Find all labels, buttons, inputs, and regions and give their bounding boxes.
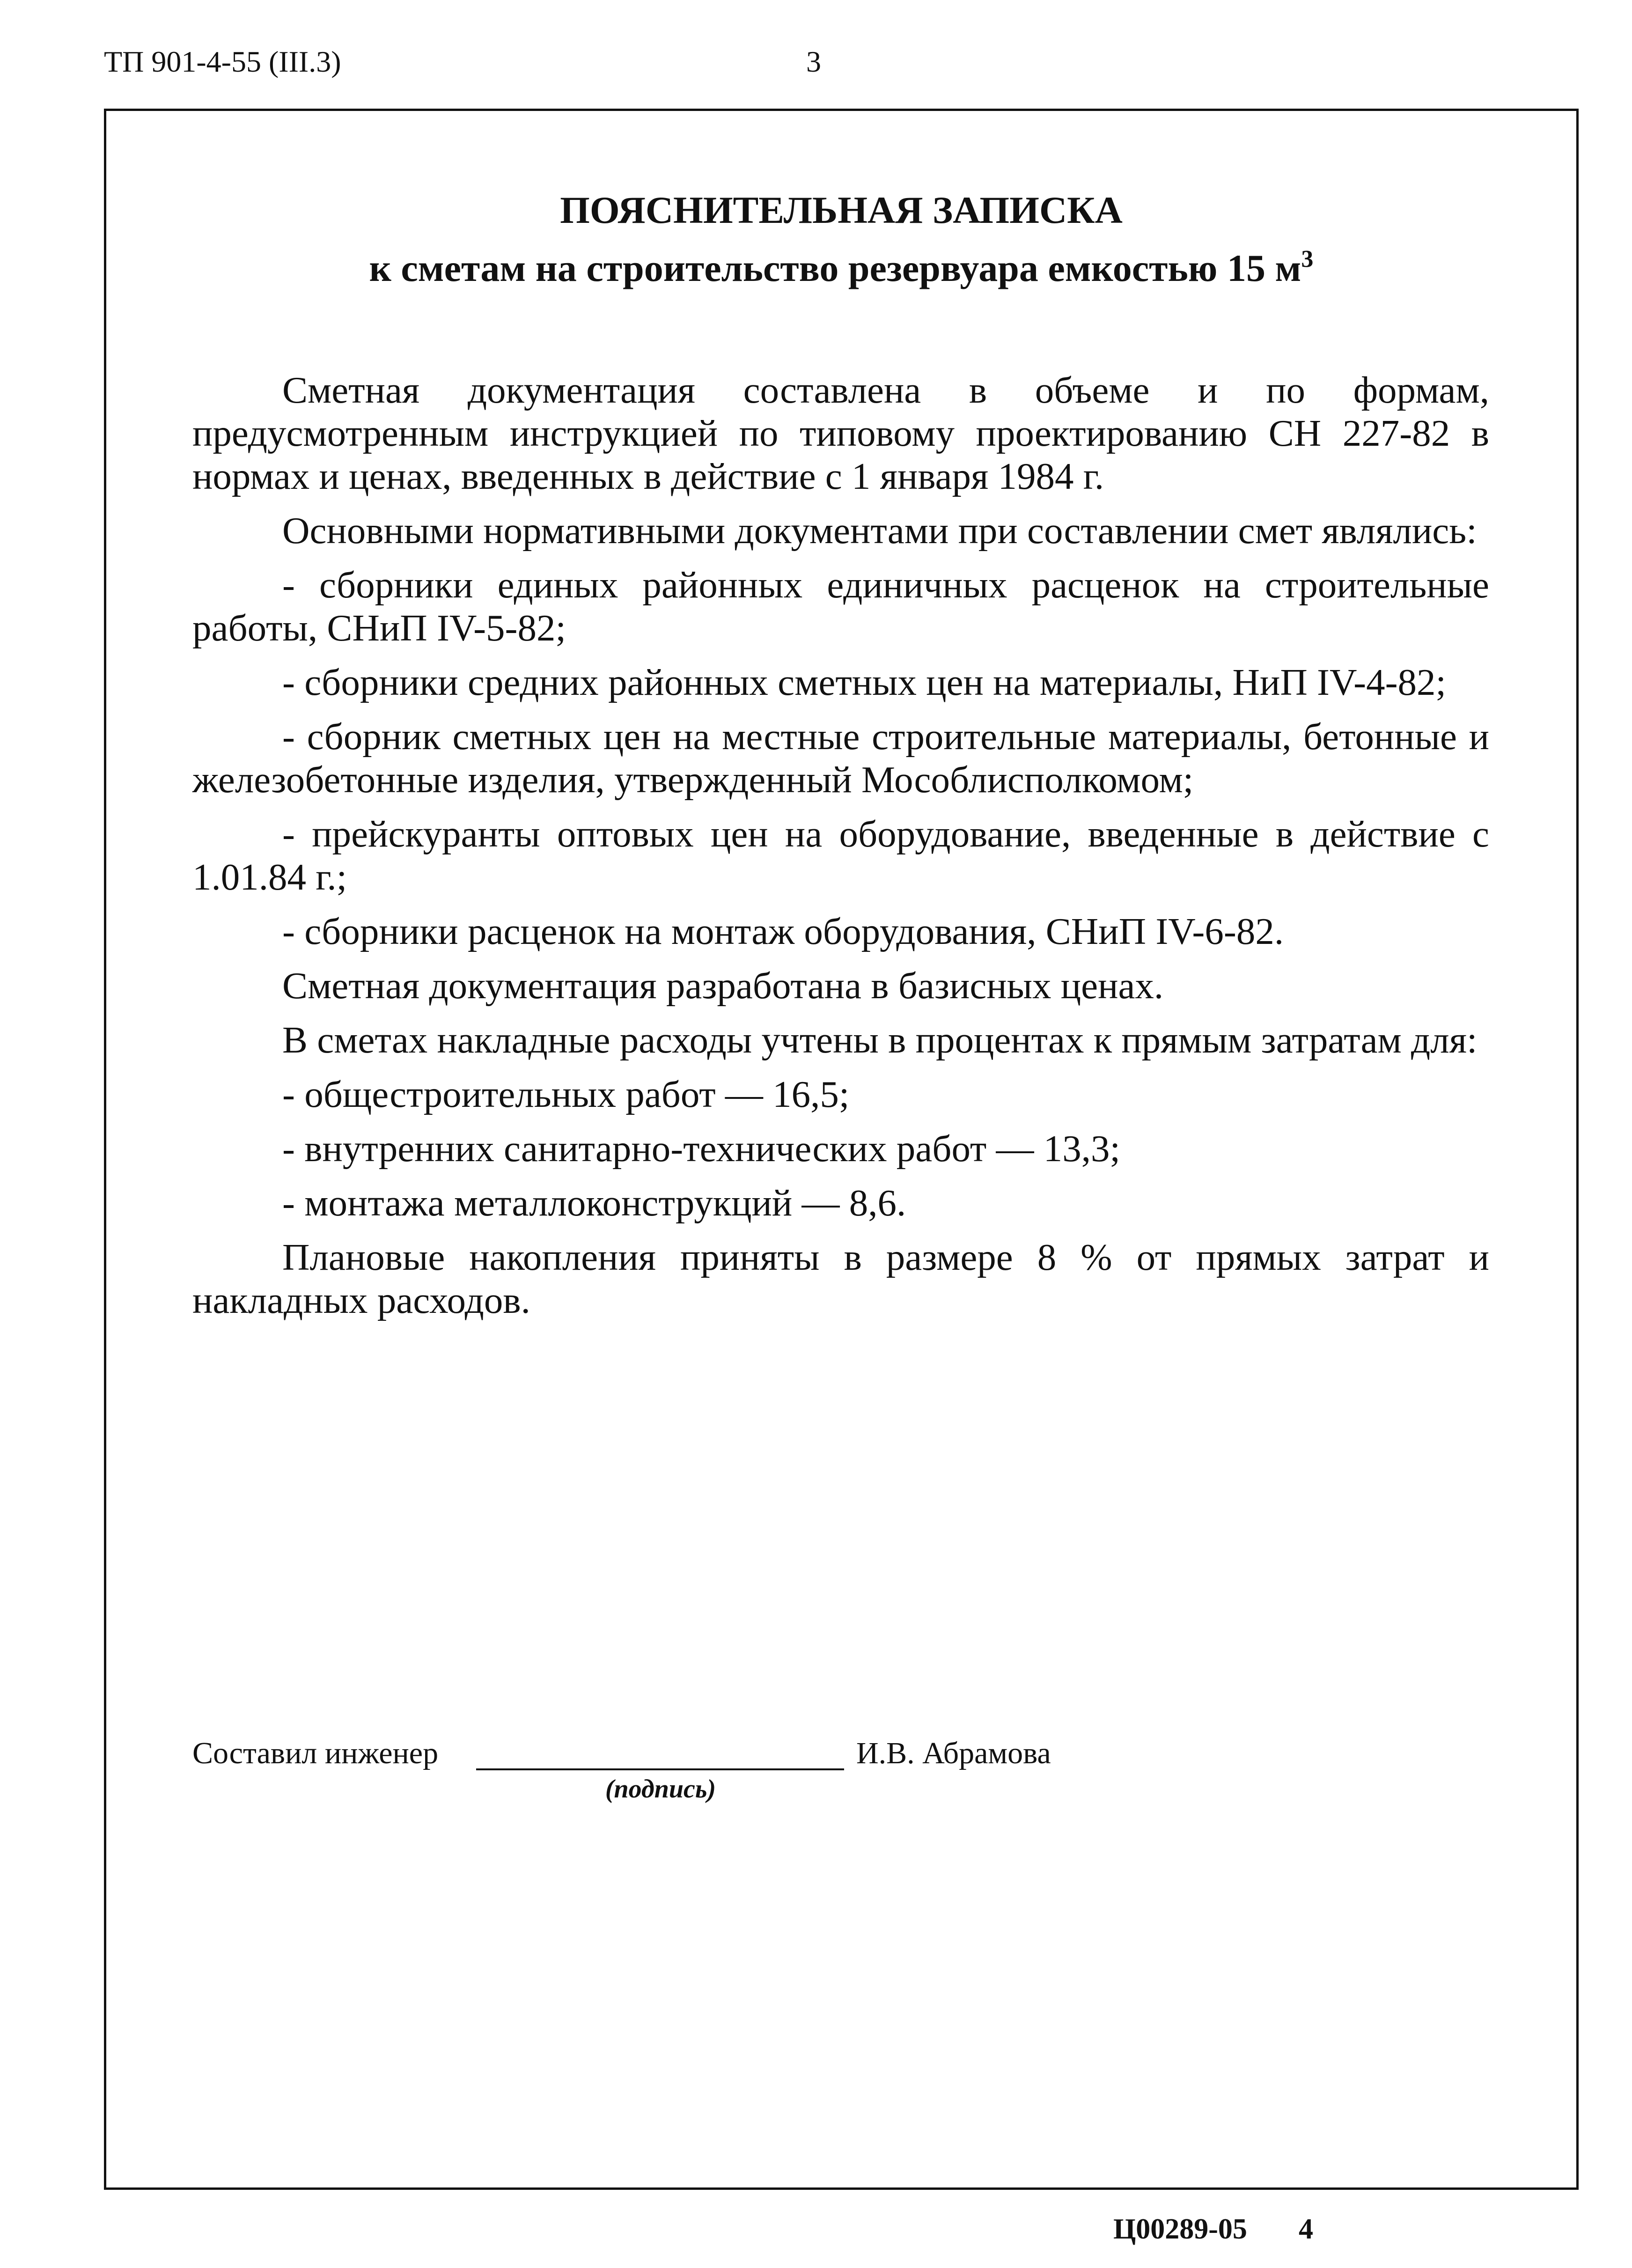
list-item-equipment-prices: - прейскуранты оптовых цен на оборудование, введенные в действие с 1.01.84 г.; (192, 813, 1489, 898)
paragraph-normative-intro: Основными нормативными документами при составлении смет являлись: (282, 509, 1477, 552)
body-text (192, 368, 1489, 1333)
title-subheading-text: к сметам на строительство резервуара емкостью 15 м (369, 247, 1301, 289)
document-code: ТП 901-4-55 (III.3) (104, 45, 341, 78)
list-item-steel-structures: - монтажа металлоконструкций — 8,6. (282, 1182, 906, 1224)
title-heading: ПОЯСНИТЕЛЬНАЯ ЗАПИСКА (560, 189, 1123, 231)
footer-sheet-number: 4 (1299, 2213, 1313, 2245)
signer-name: И.В. Абрамова (856, 1736, 1051, 1770)
page-number: 3 (806, 45, 821, 78)
paragraph-planned-savings: Плановые накопления приняты в размере 8 % от прямых затрат и накладных расходов. (192, 1236, 1489, 1321)
signature-label: Составил инженер (192, 1736, 439, 1770)
footer-code: Ц00289-05 (1113, 2213, 1247, 2245)
list-item-installation-rates: - сборники расценок на монтаж оборудования, СНиП IV-6-82. (282, 910, 1284, 952)
list-item-sanitary-works: - внутренних санитарно-технических работ — 13,3; (282, 1127, 1121, 1170)
title-block (106, 181, 1576, 297)
signature-block (192, 1736, 1269, 1829)
signature-line (476, 1768, 844, 1770)
list-item-material-prices: - сборники средних районных сметных цен на материалы, НиП IV-4-82; (282, 661, 1447, 703)
title-subheading (106, 239, 1576, 297)
paragraph-scope: Сметная документация составлена в объеме и по формам, предусмотренным инструкцией по типовому проектированию СН 227-82 в нормах и ценах, введенных в действие с 1 января 1984 г. (192, 369, 1489, 497)
paragraph-base-prices: Сметная документация разработана в базисных ценах. (282, 965, 1164, 1007)
list-item-local-materials: - сборник сметных цен на местные строительные материалы, бетонные и железобетонные изделия, утвержденный Мособлисполкомом; (192, 715, 1489, 801)
page-frame (104, 109, 1579, 2190)
list-item-general-works: - общестроительных работ — 16,5; (282, 1073, 850, 1115)
list-item-construction-rates: - сборники единых районных единичных расценок на строительные работы, СНиП IV-5-82; (192, 564, 1489, 649)
title-superscript: 3 (1301, 246, 1314, 272)
signature-caption: (подпись) (605, 1775, 716, 1804)
paragraph-overhead-intro: В сметах накладные расходы учтены в процентах к прямым затратам для: (282, 1019, 1478, 1061)
